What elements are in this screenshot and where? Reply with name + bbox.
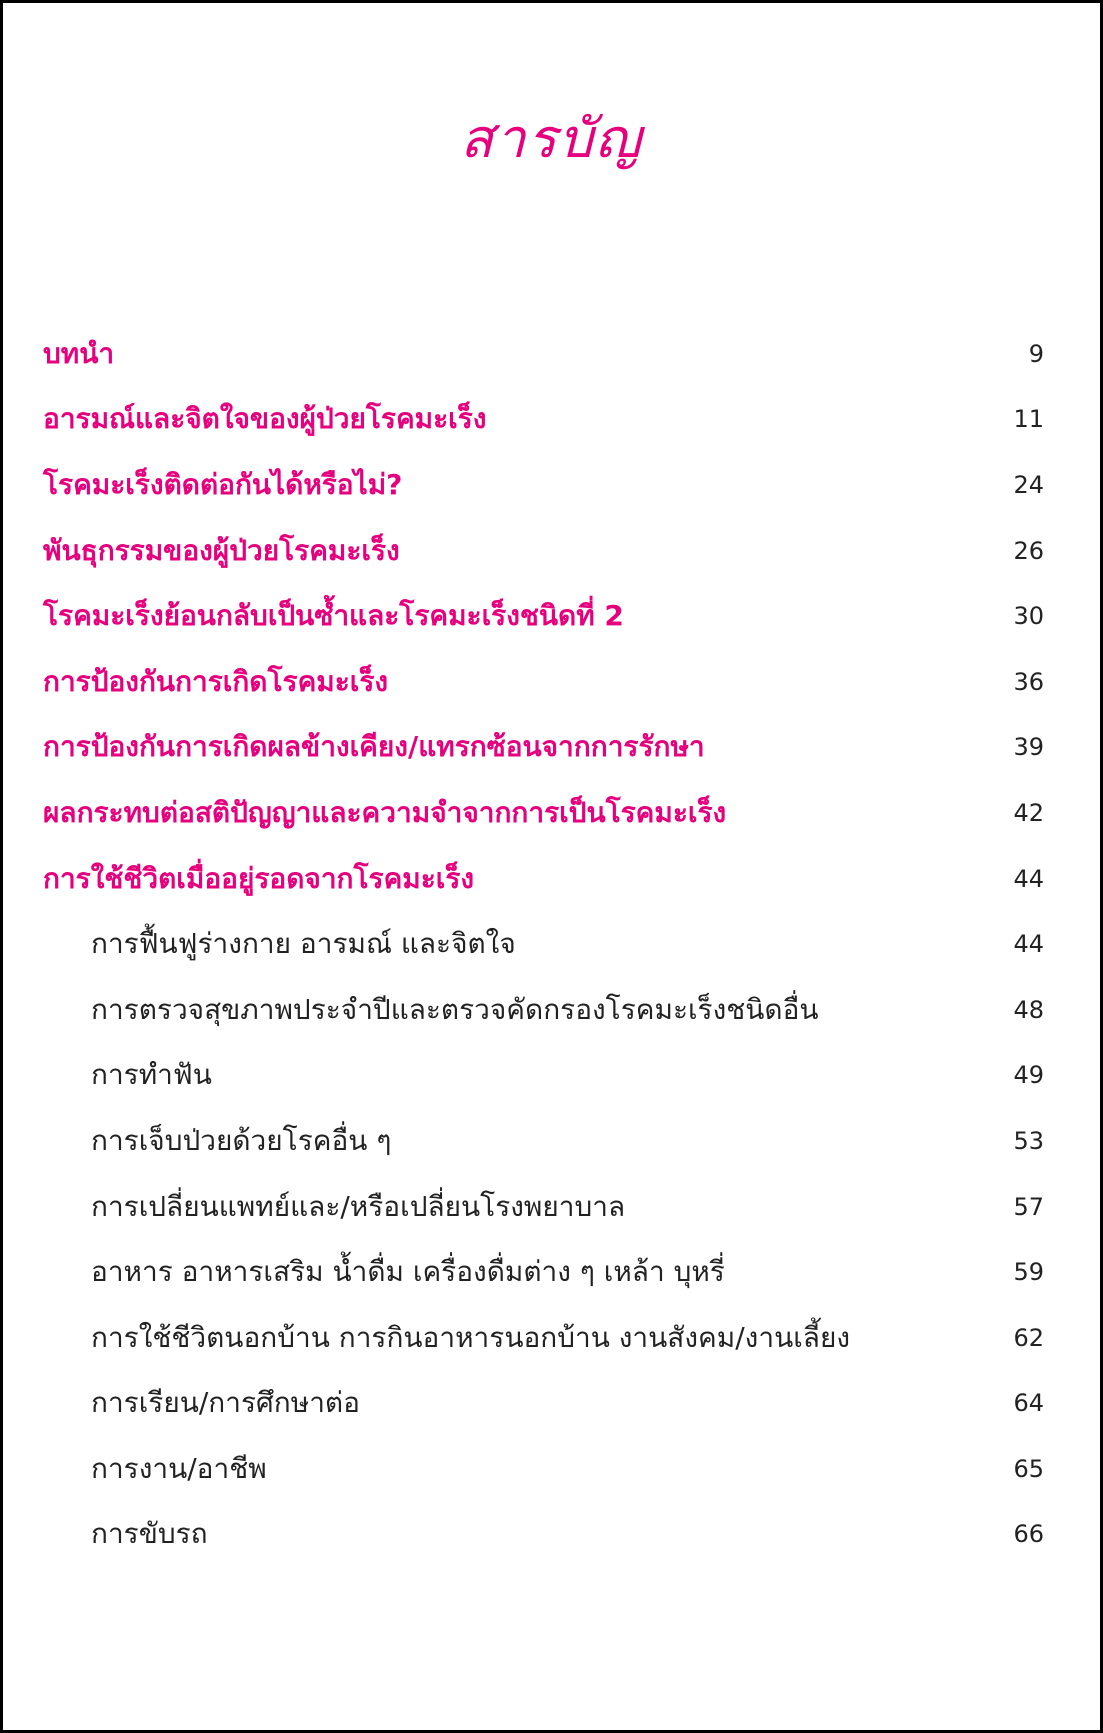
toc-chapter-row xyxy=(43,518,1044,584)
table-of-contents xyxy=(43,321,1044,1567)
toc-section-row xyxy=(43,1436,1044,1502)
toc-page-number: 24 xyxy=(1013,470,1044,499)
toc-section-title: การงาน/อาชีพ xyxy=(91,1451,267,1485)
toc-page-number: 26 xyxy=(1013,536,1044,565)
toc-chapter-row xyxy=(43,387,1044,453)
toc-chapter-row xyxy=(43,321,1044,387)
toc-section-row xyxy=(43,1239,1044,1305)
toc-section-row xyxy=(43,1043,1044,1109)
toc-page-number: 66 xyxy=(1013,1520,1044,1549)
toc-chapter-row xyxy=(43,780,1044,846)
toc-chapter-row xyxy=(43,452,1044,518)
toc-section-title: การเจ็บป่วยด้วยโรคอื่น ๆ xyxy=(91,1123,392,1157)
toc-chapter-title: การใช้ชีวิตเมื่ออยู่รอดจากโรคมะเร็ง xyxy=(43,861,475,895)
toc-chapter-title: การป้องกันการเกิดผลข้างเคียง/แทรกซ้อนจากการรักษา xyxy=(43,730,705,764)
toc-page-number: 11 xyxy=(1013,405,1044,434)
toc-page-number: 42 xyxy=(1013,798,1044,827)
toc-section-row xyxy=(43,1174,1044,1240)
toc-section-title: การเปลี่ยนแพทย์และ/หรือเปลี่ยนโรงพยาบาล xyxy=(91,1189,626,1223)
toc-page-number: 49 xyxy=(1013,1061,1044,1090)
toc-page-number: 30 xyxy=(1013,602,1044,631)
toc-page-number: 65 xyxy=(1013,1454,1044,1483)
toc-chapter-title: พันธุกรรมของผู้ป่วยโรคมะเร็ง xyxy=(43,533,400,567)
toc-chapter-title: โรคมะเร็งติดต่อกันได้หรือไม่? xyxy=(43,467,403,501)
toc-page-number: 48 xyxy=(1013,995,1044,1024)
page-title: สารบัญ xyxy=(460,107,643,170)
toc-section-title: การทำฟัน xyxy=(91,1058,212,1092)
toc-section-title: การฟื้นฟูร่างกาย อารมณ์ และจิตใจ xyxy=(91,927,516,961)
toc-section-title: การตรวจสุขภาพประจำปีและตรวจคัดกรองโรคมะเร็งชนิดอื่น xyxy=(91,992,819,1026)
toc-section-title: การขับรถ xyxy=(91,1517,208,1551)
toc-section-row xyxy=(43,1305,1044,1371)
toc-page-number: 44 xyxy=(1013,864,1044,893)
toc-chapter-title: ผลกระทบต่อสติปัญญาและความจำจากการเป็นโรคมะเร็ง xyxy=(43,795,727,829)
toc-section-title: การเรียน/การศึกษาต่อ xyxy=(91,1386,360,1420)
toc-page-number: 53 xyxy=(1013,1126,1044,1155)
toc-chapter-row xyxy=(43,649,1044,715)
toc-page-number: 62 xyxy=(1013,1323,1044,1352)
toc-section-row xyxy=(43,1108,1044,1174)
toc-page-number: 39 xyxy=(1013,733,1044,762)
toc-section-title: อาหาร อาหารเสริม น้ำดื่ม เครื่องดื่มต่าง ๆ เหล้า บุหรี่ xyxy=(91,1255,725,1289)
toc-section-title: การใช้ชีวิตนอกบ้าน การกินอาหารนอกบ้าน งานสังคม/งานเลี้ยง xyxy=(91,1320,851,1354)
toc-page-number: 9 xyxy=(1028,339,1044,368)
toc-page-number: 36 xyxy=(1013,667,1044,696)
toc-page-number: 64 xyxy=(1013,1389,1044,1418)
toc-chapter-title: บทนำ xyxy=(43,336,115,370)
toc-chapter-title: โรคมะเร็งย้อนกลับเป็นซ้ำและโรคมะเร็งชนิดที่ 2 xyxy=(43,599,624,633)
toc-page-number: 44 xyxy=(1013,930,1044,959)
toc-section-row xyxy=(43,977,1044,1043)
toc-chapter-row xyxy=(43,846,1044,912)
toc-section-row xyxy=(43,1371,1044,1437)
toc-section-row xyxy=(43,1502,1044,1568)
toc-page-number: 59 xyxy=(1013,1258,1044,1287)
toc-chapter-title: อารมณ์และจิตใจของผู้ป่วยโรคมะเร็ง xyxy=(43,402,487,436)
toc-chapter-row xyxy=(43,715,1044,781)
toc-page-number: 57 xyxy=(1013,1192,1044,1221)
toc-chapter-title: การป้องกันการเกิดโรคมะเร็ง xyxy=(43,664,389,698)
toc-section-row xyxy=(43,911,1044,977)
toc-chapter-row xyxy=(43,583,1044,649)
